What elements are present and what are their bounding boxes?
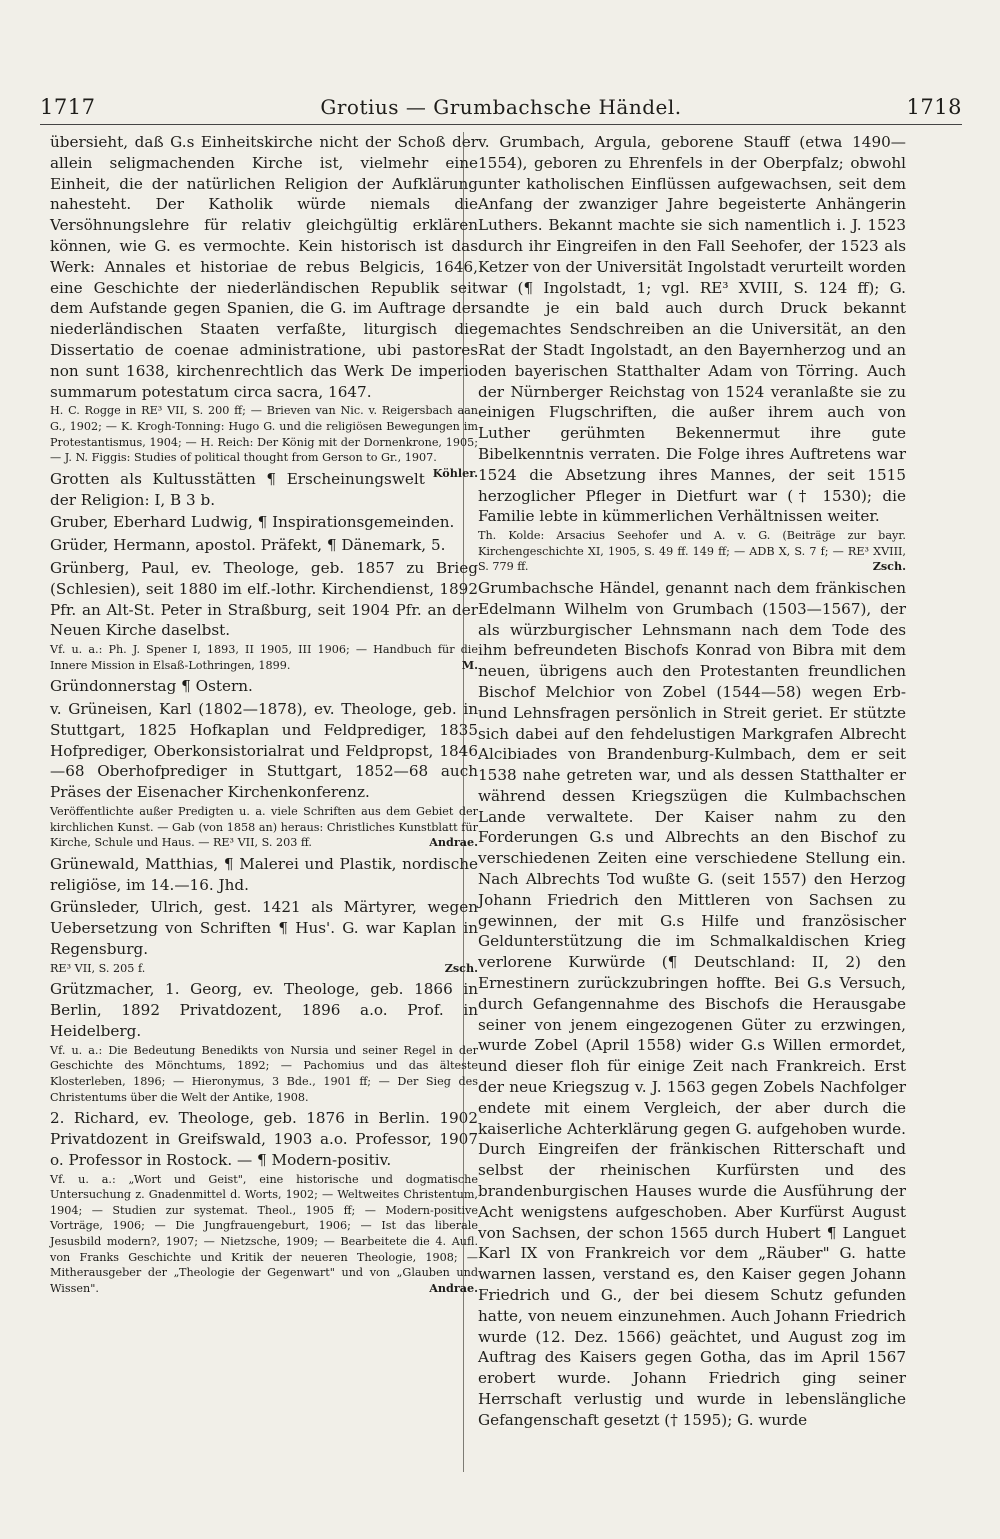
entry-author: Zsch. <box>444 960 478 975</box>
entry-text: übersieht, daß G.s Einheitskirche nicht der Schoß der allein seligmachenden Kirche ist, vielmehr eine Einheit, die der natürlichen Religion der Aufklärung nahesteht. Der Katholik würde niemals die Versöhnungslehre für relativ gleichgültig erklären können, wie G. es vermochte. Kein historisch ist das Werk: Annales et historiae de rebus Belgicis, 1646, eine Geschichte der niederländischen Republik seit dem Aufstande gegen Spanien, die G. im Auftrage der niederländischen Staaten verfaßte, liturgisch die Dissertatio de coenae administratione, ubi pastores non sunt 1638, kirchenrechtlich das Werk De imperio summarum potestatum circa sacra, 1647. <box>50 133 478 401</box>
entry-text: Grützmacher, 1. Georg, ev. Theologe, geb. 1866 in Berlin, 1892 Privatdozent, 1896 a.o. Prof. in Heidelberg. <box>50 980 478 1041</box>
entry-author: Andrae. <box>429 835 478 850</box>
lexicon-entry <box>50 558 478 673</box>
literature-note <box>50 1043 478 1105</box>
lexicon-entry <box>50 699 478 851</box>
literature-text: H. C. Rogge in RE³ VII, S. 200 ff; — Brieven van Nic. v. Reigersbach aan G., 1902; — K. Krogh-Tonning: Hugo G. und die religiösen Bewegungen im Protestantismus, 1904; — H. Reich: Der König mit der Dornenkrone, 1905; — J. N. Figgis: Studies of political thought from Gerson to Gr., 1907. <box>50 404 478 465</box>
left-column <box>50 132 478 1299</box>
entry-text: Grünewald, Matthias, ¶ Malerei und Plastik, nordische religiöse, im 14.—16. Jhd. <box>50 854 478 894</box>
literature-text: Vf. u. a.: Ph. J. Spener I, 1893, II 1905, III 1906; — Handbuch für die Innere Mission in Elsaß-Lothringen, 1899. <box>50 643 478 672</box>
lexicon-entry <box>50 469 478 511</box>
entry-text: Grünberg, Paul, ev. Theologe, geb. 1857 zu Brieg (Schlesien), seit 1880 im elf.-lothr. Kirchendienst, 1892 Pfr. an Alt-St. Peter in Straßburg, seit 1904 Pfr. an der Neuen Kirche daselbst. <box>50 558 478 640</box>
lexicon-entry <box>50 1108 478 1296</box>
page-number-right: 1718 <box>906 95 962 119</box>
literature-note <box>50 1172 478 1297</box>
literature-text: Vf. u. a.: Die Bedeutung Benedikts von Nursia und seiner Regel in der Geschichte des Mönchtums, 1892; — Pachomius und das älteste Klosterleben, 1896; — Hieronymus, 3 Bde., 1901 ff; — Der Sieg des Christentums über die Welt der Antike, 1908. <box>50 1043 478 1104</box>
lexicon-entry <box>50 897 478 976</box>
entry-text: Grotten als Kultusstätten ¶ Erscheinungswelt der Religion: I, B 3 b. <box>50 469 425 509</box>
right-column <box>478 132 906 1433</box>
literature-note <box>50 403 478 480</box>
lexicon-entry <box>50 854 478 896</box>
page-number-left: 1717 <box>40 95 96 119</box>
literature-note <box>50 961 478 977</box>
lexicon-entry <box>50 979 478 1105</box>
lexicon-entry <box>50 512 478 533</box>
literature-text: Th. Kolde: Arsacius Seehofer und A. v. G. (Beiträge zur bayr. Kirchengeschichte XI, 1905, S. 49 ff. 149 ff; — ADB X, S. 7 f; — RE³ XVIII, S. 779 ff. <box>478 529 906 574</box>
literature-note <box>478 528 906 575</box>
entry-text: Grünsleder, Ulrich, gest. 1421 als Märtyrer, wegen Uebersetzung von Schriften ¶ Hus'. G. war Kaplan in Regensburg. <box>50 898 478 959</box>
entry-text: Gruber, Eberhard Ludwig, ¶ Inspirationsgemeinden. <box>50 513 455 532</box>
literature-note <box>50 804 478 851</box>
entry-text: v. Grüneisen, Karl (1802—1878), ev. Theologe, geb. in Stuttgart, 1825 Hofkaplan und Feldprediger, 1835 Hofprediger, Oberkonsistorialrat und Feldpropst, 1846—68 Oberhofprediger in Stuttgart, 1852—68 auch Präses der Eisenacher Kirchenkonferenz. <box>50 700 478 802</box>
entry-text: Gründonnerstag ¶ Ostern. <box>50 677 253 696</box>
entry-text: Grüder, Hermann, apostol. Präfekt, ¶ Dänemark, 5. <box>50 536 446 555</box>
lexicon-entry <box>50 132 478 480</box>
entry-text: 2. Richard, ev. Theologe, geb. 1876 in Berlin. 1902 Privatdozent in Greifswald, 1903 a.o. Professor, 1907 o. Professor in Rostock. — ¶ Modern-positiv. <box>50 1109 478 1169</box>
entry-author: Zsch. <box>872 559 906 574</box>
literature-text: Vf. u. a.: „Wort und Geist", eine historische und dogmatische Untersuchung z. Gnadenmittel d. Worts, 1902; — Weltweites Christentum, 1904; — Studien zur systemat. Theol., 1905 ff; — Modern-positive Vorträge, 1906; — Die Jungfrauengeburt, 1906; — Ist das liberale Jesusbild modern?, 1907; — Nietzsche, 1909; — Bearbeitete die 4. Aufl. von Franks Geschichte und Kritik der neueren Theologie, 1908; — Mitherausgeber der „Theologie der Gegenwart" und von „Glauben und Wissen". <box>50 1172 478 1295</box>
lexicon-entry <box>50 676 478 697</box>
page-header <box>40 90 962 125</box>
lexicon-entry <box>50 535 478 556</box>
entry-author: Andrae. <box>429 1280 478 1295</box>
entry-author: Köhler. <box>432 465 478 480</box>
literature-text: RE³ VII, S. 205 f. <box>50 961 146 975</box>
entry-author: M. <box>461 657 478 672</box>
lexicon-entry <box>478 578 906 1431</box>
running-title: Grotius — Grumbachsche Händel. <box>320 95 682 119</box>
entry-text: v. Grumbach, Argula, geborene Stauff (etwa 1490—1554), geboren zu Ehrenfels in der Oberpfalz; obwohl unter katholischen Einflüssen aufgewachsen, seit dem Anfang der zwanziger Jahre begeisterte Anhängerin Luthers. Bekannt machte sie sich namentlich i. J. 1523 durch ihr Eingreifen in den Fall Seehofer, der 1523 als Ketzer von der Universität Ingolstadt verurteilt worden war (¶ Ingolstadt, 1; vgl. RE³ XVIII, S. 124 ff); G. sandte je ein bald auch durch Druck bekannt gemachtes Sendschreiben an die Universität, an den Rat der Stadt Ingolstadt, an den Bayernherzog und an den bayerischen Statthalter Adam von Törring. Auch der Nürnberger Reichstag von 1524 veranlaßte sie zu einigen Flugschriften, die außer ihrem auch von Luther gerühmten Bekennermut ihre gute Bibelkenntnis verraten. Die Folge ihres Auftretens war 1524 die Absetzung ihres Mannes, der seit 1515 herzoglicher Pfleger in Dietfurt war († 1530); die Familie lebte in kümmerlichen Verhältnissen weiter. <box>478 133 906 526</box>
literature-text: Veröffentlichte außer Predigten u. a. viele Schriften aus dem Gebiet der kirchlichen Kunst. — Gab (von 1858 an) heraus: Christliches Kunstblatt für Kirche, Schule und Haus. — RE³ VII, S. 203 ff. <box>50 805 478 850</box>
lexicon-entry <box>478 132 906 575</box>
entry-text: Grumbachsche Händel, genannt nach dem fränkischen Edelmann Wilhelm von Grumbach (1503—1567), der als würzburgischer Lehnsmann nach dem Tode des ihm befreundeten Bischofs Konrad von Bibra mit dem neuen, übrigens auch den Protestanten freundlichen Bischof Melchior von Zobel (1544—58) wegen Erb- und Lehnsfragen persönlich in Streit geriet. Er stützte sich dabei auf den fehdelustigen Markgrafen Albrecht Alcibiades von Brandenburg-Kulmbach, dem er seit 1538 nahe getreten war, und als dessen Statthalter er während dessen Kriegszügen die Kulmbachschen Lande verwaltete. Der Kaiser nahm zu den Forderungen G.s und Albrechts an den Bischof zu verschiedenen Zeiten eine verschiedene Stellung ein. Nach Albrechts Tod wußte G. (seit 1557) den Herzog Johann Friedrich den Mittleren von Sachsen zu gewinnen, der mit G.s Hilfe und französischer Geldunterstützung die im Schmalkaldischen Krieg verlorene Kurwürde (¶ Deutschland: II, 2) den Ernestinern zurückzubringen hoffte. Bei G.s Versuch, durch Gefangennahme des Bischofs die Herausgabe seiner von jenem eingezogenen Güter zu erzwingen, wurde Zobel (April 1558) wider G.s Willen ermordet, und dieser floh für einige Zeit nach Frankreich. Erst der neue Kriegszug v. J. 1563 gegen Zobels Nachfolger endete mit einem Vergleich, der aber durch die kaiserliche Achterklärung gegen G. aufgehoben wurde. Durch Eingreifen der fränkischen Ritterschaft und selbst der rheinischen Kurfürsten und des brandenburgischen Hauses wurde die Ausführung der Acht wenigstens aufgeschoben. Aber Kurfürst August von Sachsen, der schon 1565 durch Hubert ¶ Languet Karl IX von Frankreich vor dem „Räuber" G. hatte warnen lassen, verstand es, den Kaiser gegen Johann Friedrich und G., der bei diesem Schutz gefunden hatte, von neuem einzunehmen. Auch Johann Friedrich wurde (12. Dez. 1566) geächtet, und August zog im Auftrag des Kaisers gegen Gotha, das im April 1567 erobert wurde. Johann Friedrich ging seiner Herrschaft verlustig und wurde in lebenslängliche Gefangenschaft gesetzt († 1595); G. wurde <box>478 578 906 1429</box>
literature-note <box>50 642 478 673</box>
